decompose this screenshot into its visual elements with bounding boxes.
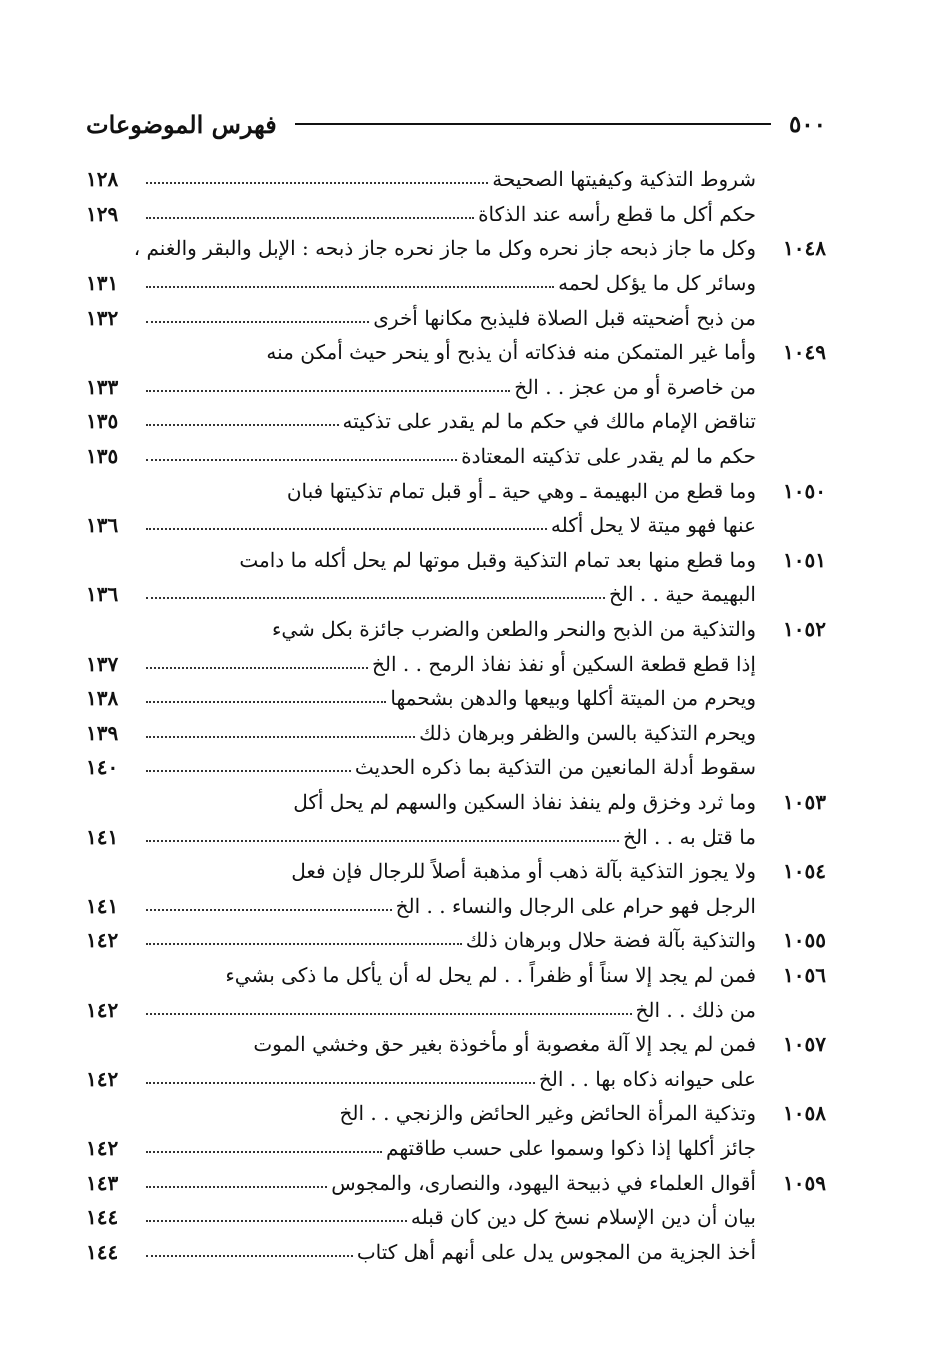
- toc-entry: [86, 992, 826, 1027]
- toc-entry: [86, 162, 826, 197]
- entry-title: تناقض الإمام مالك في حكم ما لم يقدر على تذكيته: [342, 409, 756, 434]
- entry-title: وسائر كل ما يؤكل لحمه: [558, 271, 756, 296]
- entry-number: ١٠٤٨: [783, 236, 826, 261]
- entry-page-number: ١٣١: [86, 271, 119, 296]
- dot-leader: [146, 701, 386, 703]
- entry-page-number: ١٤٢: [86, 997, 119, 1022]
- entry-title: جائز أكلها إذا ذكوا وسموا على حسب طاقتهم: [386, 1135, 756, 1160]
- dot-leader: [146, 943, 462, 945]
- entry-page-number: ١٢٩: [86, 201, 119, 226]
- dot-leader: [146, 1186, 327, 1188]
- entry-number: ١٠٥٦: [783, 962, 826, 987]
- entry-title: أخذ الجزية من المجوس يدل على أنهم أهل كتاب: [356, 1239, 756, 1264]
- entry-page-number: ١٤١: [86, 824, 119, 849]
- entry-title: وما قطع من البهيمة ـ وهي حية ـ أو قبل تمام تذكيتها فبان: [286, 478, 756, 503]
- entry-title: والتذكية من الذبح والنحر والطعن والضرب جائزة بكل شيء: [271, 617, 756, 642]
- entry-number: ١٠٥٥: [783, 928, 826, 953]
- entry-page-number: ١٣٣: [86, 374, 119, 399]
- toc-entry: [86, 646, 826, 681]
- dot-leader: [146, 424, 339, 426]
- entry-number: ١٠٥٩: [783, 1170, 826, 1195]
- toc-entry: [86, 577, 826, 612]
- entry-number: ١٠٥٣: [783, 789, 826, 814]
- entry-title: فمن لم يجد إلا سناً أو ظفراً . . لم يحل له أن يأكل ما ذكى بشيء: [225, 962, 756, 987]
- dot-leader: [146, 1220, 407, 1222]
- page-title: فهرس الموضوعات: [86, 109, 277, 139]
- toc-entry: [86, 543, 826, 578]
- entry-number: ١٠٥٤: [783, 859, 826, 884]
- entry-title: والتذكية بآلة فضة حلال وبرهان ذلك: [465, 928, 756, 953]
- toc-entry: [86, 1131, 826, 1166]
- toc-entry: [86, 197, 826, 232]
- entry-page-number: ١٣٦: [86, 582, 119, 607]
- toc-entry: [86, 1061, 826, 1096]
- entry-title: حكم ما لم يقدر على تذكيته المعتادة: [461, 444, 756, 469]
- entry-page-number: ١٢٨: [86, 167, 119, 192]
- entry-title: أقوال العلماء في ذبيحة اليهود، والنصارى، والمجوس: [331, 1170, 756, 1195]
- dot-leader: [146, 286, 554, 288]
- toc-entry: [86, 888, 826, 923]
- toc-entry: [86, 612, 826, 647]
- dot-leader: [146, 770, 351, 772]
- entry-title: وتذكية المرأة الحائض وغير الحائض والزنجي . . الخ: [339, 1101, 756, 1126]
- dot-leader: [146, 1082, 535, 1084]
- header-rule: [295, 123, 771, 125]
- entry-page-number: ١٤٢: [86, 1066, 119, 1091]
- entry-title: بيان أن دين الإسلام نسخ كل دين كان قبله: [410, 1205, 756, 1230]
- entry-page-number: ١٣٧: [86, 651, 119, 676]
- entry-number: ١٠٥٧: [783, 1032, 826, 1057]
- entry-page-number: ١٤٢: [86, 1135, 119, 1160]
- toc-entry: [86, 439, 826, 474]
- entry-title: ولا يجوز التذكية بآلة ذهب أو مذهبة أصلاً للرجال فإن فعل: [291, 859, 756, 884]
- toc-entry: [86, 750, 826, 785]
- entry-page-number: ١٣٢: [86, 305, 119, 330]
- entry-title: حكم أكل ما قطع رأسه عند الذكاة: [478, 201, 756, 226]
- entry-title: ما قتل به . . الخ: [623, 824, 756, 849]
- entry-page-number: ١٣٦: [86, 513, 119, 538]
- entry-title: الرجل فهو حرام على الرجال والنساء . . الخ: [395, 893, 756, 918]
- entry-title: وما ثرد وخزق ولم ينفذ نفاذ السكين والسهم لم يحل أكل: [293, 789, 756, 814]
- toc-entry: [86, 404, 826, 439]
- entry-title: فمن لم يجد إلا آلة مغصوبة أو مأخوذة بغير حق وخشي الموت: [253, 1032, 756, 1057]
- toc-entry: [86, 681, 826, 716]
- toc-entry: [86, 819, 826, 854]
- entry-number: ١٠٥١: [783, 547, 826, 572]
- entry-page-number: ١٤٣: [86, 1170, 119, 1195]
- dot-leader: [146, 390, 510, 392]
- entry-title: وما قطع منها بعد تمام التذكية وقبل موتها لم يحل أكله ما دامت: [239, 547, 756, 572]
- entry-title: سقوط أدلة المانعين من التذكية بما ذكره الحديث: [354, 755, 756, 780]
- toc-entry: [86, 473, 826, 508]
- entry-title: وكل ما جاز ذبحه جاز نحره وكل ما جاز نحره جاز ذبحه : الإبل والبقر والغنم ،: [133, 236, 756, 261]
- toc-entry: [86, 370, 826, 405]
- dot-leader: [146, 597, 605, 599]
- entry-page-number: ١٤٤: [86, 1205, 119, 1230]
- dot-leader: [146, 840, 619, 842]
- dot-leader: [146, 182, 488, 184]
- entry-title: ويحرم التذكية بالسن والظفر وبرهان ذلك: [419, 720, 756, 745]
- dot-leader: [146, 1013, 632, 1015]
- dot-leader: [146, 217, 474, 219]
- entry-title: من ذبح أضحيته قبل الصلاة فليذبح مكانها أخرى: [373, 305, 756, 330]
- dot-leader: [146, 736, 415, 738]
- dot-leader: [146, 321, 369, 323]
- toc-entry: [86, 335, 826, 370]
- entry-title: شروط التذكية وكيفيتها الصحيحة: [492, 167, 756, 192]
- entry-page-number: ١٤٢: [86, 928, 119, 953]
- entry-page-number: ١٣٥: [86, 409, 119, 434]
- toc-entry: [86, 1234, 826, 1269]
- toc-entry: [86, 1200, 826, 1235]
- entry-title: إذا قطع قطعة السكين أو نفذ نفاذ الرمح . . الخ: [371, 651, 756, 676]
- toc-entry: [86, 716, 826, 751]
- toc-entry: [86, 231, 826, 266]
- toc-entry: [86, 508, 826, 543]
- entry-number: ١٠٤٩: [783, 340, 826, 365]
- entry-title: ويحرم من الميتة أكلها وبيعها والدهن بشحمها: [390, 686, 756, 711]
- toc-entry: [86, 1027, 826, 1062]
- dot-leader: [146, 459, 457, 461]
- toc-entry: [86, 1096, 826, 1131]
- dot-leader: [146, 909, 392, 911]
- entry-page-number: ١٤١: [86, 893, 119, 918]
- entry-number: ١٠٥٠: [783, 478, 826, 503]
- page-header: [86, 104, 826, 144]
- dot-leader: [146, 667, 368, 669]
- toc-entry: [86, 300, 826, 335]
- table-of-contents: [86, 162, 826, 1269]
- toc-entry: [86, 854, 826, 889]
- entry-title: عنها فهو ميتة لا يحل أكله: [550, 513, 756, 538]
- dot-leader: [146, 1151, 382, 1153]
- entry-page-number: ١٣٨: [86, 686, 119, 711]
- page-number: ٥٠٠: [788, 110, 826, 138]
- toc-entry: [86, 1165, 826, 1200]
- entry-page-number: ١٤٠: [86, 755, 119, 780]
- entry-title: وأما غير المتمكن منه فذكاته أن يذبح أو ينحر حيث أمكن منه: [266, 340, 756, 365]
- dot-leader: [146, 1255, 353, 1257]
- toc-entry: [86, 785, 826, 820]
- toc-entry: [86, 923, 826, 958]
- entry-title: على حيوانه ذكاه بها . . الخ: [538, 1066, 756, 1091]
- entry-title: من خاصرة أو من عجز . . الخ: [514, 374, 756, 399]
- toc-entry: [86, 266, 826, 301]
- toc-entry: [86, 958, 826, 993]
- entry-title: من ذلك . . الخ: [635, 997, 756, 1022]
- entry-number: ١٠٥٨: [783, 1101, 826, 1126]
- entry-title: البهيمة حية . . الخ: [608, 582, 756, 607]
- entry-page-number: ١٣٥: [86, 444, 119, 469]
- entry-number: ١٠٥٢: [783, 617, 826, 642]
- entry-page-number: ١٣٩: [86, 720, 119, 745]
- entry-page-number: ١٤٤: [86, 1239, 119, 1264]
- dot-leader: [146, 528, 547, 530]
